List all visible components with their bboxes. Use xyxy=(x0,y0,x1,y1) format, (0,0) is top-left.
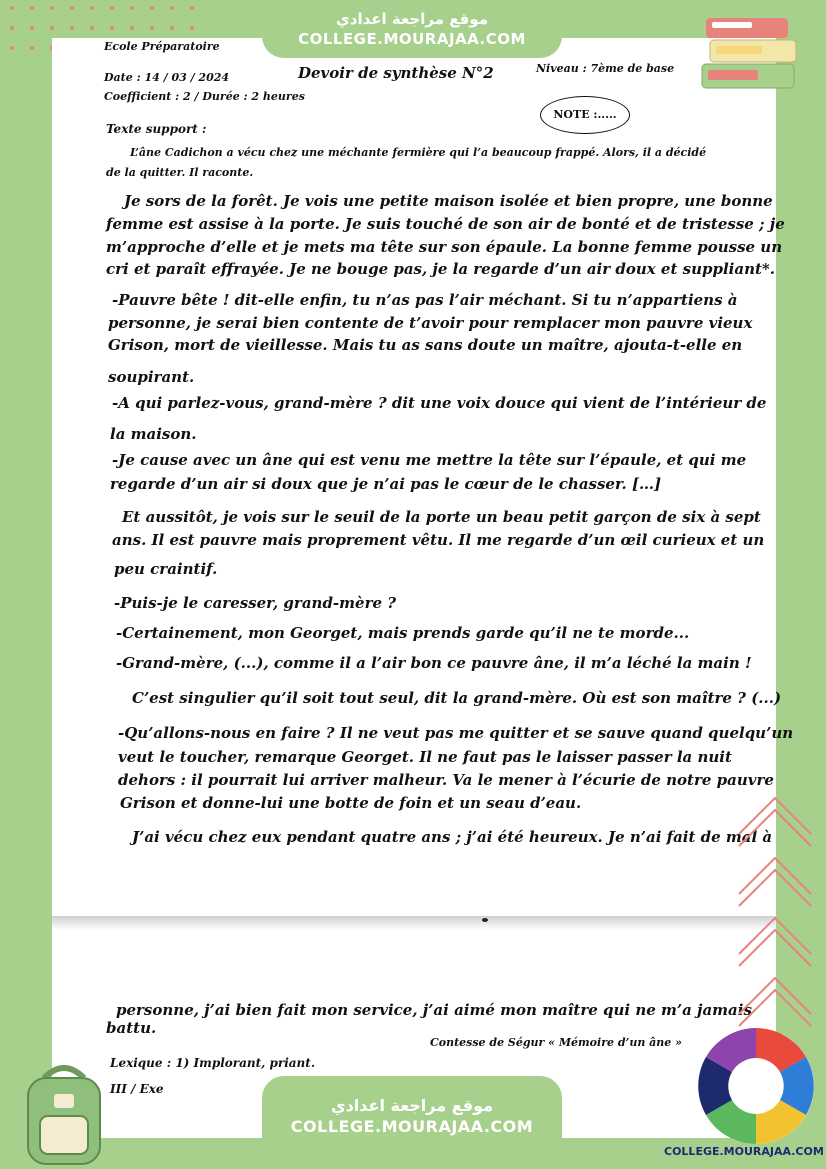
continuation-line: personne, j’ai bien fait mon service, j’ai aimé mon maître qui ne m’a jamais xyxy=(116,1001,752,1019)
text-line: ans. Il est pauvre mais proprement vêtu. Il me regarde d’un œil curieux et un xyxy=(112,531,765,549)
text-line: -Certainement, mon Georget, mais prends garde qu’il ne te morde... xyxy=(116,624,690,642)
backpack-icon xyxy=(14,1058,114,1168)
text-line: -Je cause avec un âne qui est venu me mettre la tête sur l’épaule, et qui me xyxy=(112,451,747,469)
site-banner-top xyxy=(262,0,562,58)
text-line: Je sors de la forêt. Je vois une petite maison isolée et bien propre, une bonne xyxy=(124,192,773,210)
text-line: -Puis-je le caresser, grand-mère ? xyxy=(114,594,397,612)
books-icon xyxy=(696,10,806,100)
text-line: m’approche d’elle et je mets ma tête sur son épaule. La bonne femme pousse un xyxy=(106,238,783,256)
text-line: soupirant. xyxy=(108,368,195,386)
text-line: veut le toucher, remarque Georget. Il ne faut pas le laisser passer la nuit xyxy=(118,748,732,766)
next-section-heading: III / Exe xyxy=(110,1082,164,1096)
page-break-mark xyxy=(482,918,488,922)
school-name: Ecole Préparatoire xyxy=(104,40,220,53)
text-line: peu craintif. xyxy=(114,560,218,578)
text-line: la maison. xyxy=(110,425,197,443)
logo-caption: COLLEGE.MOURAJAA.COM xyxy=(664,1145,824,1158)
text-source: Contesse de Ségur « Mémoire d’un âne » xyxy=(430,1036,682,1049)
note-box: NOTE :..... xyxy=(540,96,630,134)
exam-title: Devoir de synthèse N°2 xyxy=(298,64,494,82)
text-line: -A qui parlez-vous, grand-mère ? dit une voix douce qui vient de l’intérieur de xyxy=(112,394,767,412)
intro-line: de la quitter. Il raconte. xyxy=(106,166,254,179)
text-line: femme est assise à la porte. Je suis touché de son air de bonté et de tristesse ; je xyxy=(106,215,785,233)
text-line: dehors : il pourrait lui arriver malheur. Va le mener à l’écurie de notre pauvre xyxy=(118,771,774,789)
chevron-up-icon xyxy=(735,790,815,1030)
text-line: -Grand-mère, (...), comme il a l’air bon ce pauvre âne, il m’a léché la main ! xyxy=(116,654,752,672)
exam-level: Niveau : 7ème de base xyxy=(536,62,675,75)
page-break xyxy=(52,916,776,930)
lexique: Lexique : 1) Implorant, priant. xyxy=(110,1056,316,1070)
banner-site[interactable]: COLLEGE.MOURAJAA.COM xyxy=(290,1117,534,1136)
site-logo-icon xyxy=(694,1024,818,1148)
intro-line: L’âne Cadichon a vécu chez une méchante fermière qui l’a beaucoup frappé. Alors, il a décidé xyxy=(130,146,707,159)
coefficient-duration: Coefficient : 2 / Durée : 2 heures xyxy=(104,90,305,103)
text-line: C’est singulier qu’il soit tout seul, dit la grand-mère. Où est son maître ? (...) xyxy=(132,689,782,707)
banner-arabic: موقع مراجعة اعدادي xyxy=(336,10,488,28)
continuation-line: battu. xyxy=(106,1019,157,1037)
document-sheet xyxy=(52,38,794,1138)
banner-site[interactable]: COLLEGE.MOURAJAA.COM xyxy=(298,30,526,48)
text-line: regarde d’un air si doux que je n’ai pas le cœur de le chasser. […] xyxy=(110,475,662,493)
text-line: cri et paraît effrayée. Je ne bouge pas, je la regarde d’un air doux et suppliant*. xyxy=(106,260,775,278)
exam-date: Date : 14 / 03 / 2024 xyxy=(104,71,230,84)
site-banner-bottom xyxy=(262,1076,562,1169)
text-line: J’ai vécu chez eux pendant quatre ans ; j’ai été heureux. Je n’ai fait de mal à xyxy=(132,828,773,846)
text-line: -Pauvre bête ! dit-elle enfin, tu n’as pas l’air méchant. Si tu n’appartiens à xyxy=(112,291,738,309)
text-line: personne, je serai bien contente de t’avoir pour remplacer mon pauvre vieux xyxy=(108,314,753,332)
text-line: Et aussitôt, je vois sur le seuil de la porte un beau petit garçon de six à sept xyxy=(122,508,761,526)
text-line: -Qu’allons-nous en faire ? Il ne veut pas me quitter et se sauve quand quelqu’un xyxy=(118,724,794,742)
support-label: Texte support : xyxy=(106,122,207,136)
text-line: Grison, mort de vieillesse. Mais tu as sans doute un maître, ajouta-t-elle en xyxy=(108,336,743,354)
banner-arabic: موقع مراجعة اعدادي xyxy=(330,1096,494,1115)
text-line: Grison et donne-lui une botte de foin et un seau d’eau. xyxy=(120,794,582,812)
